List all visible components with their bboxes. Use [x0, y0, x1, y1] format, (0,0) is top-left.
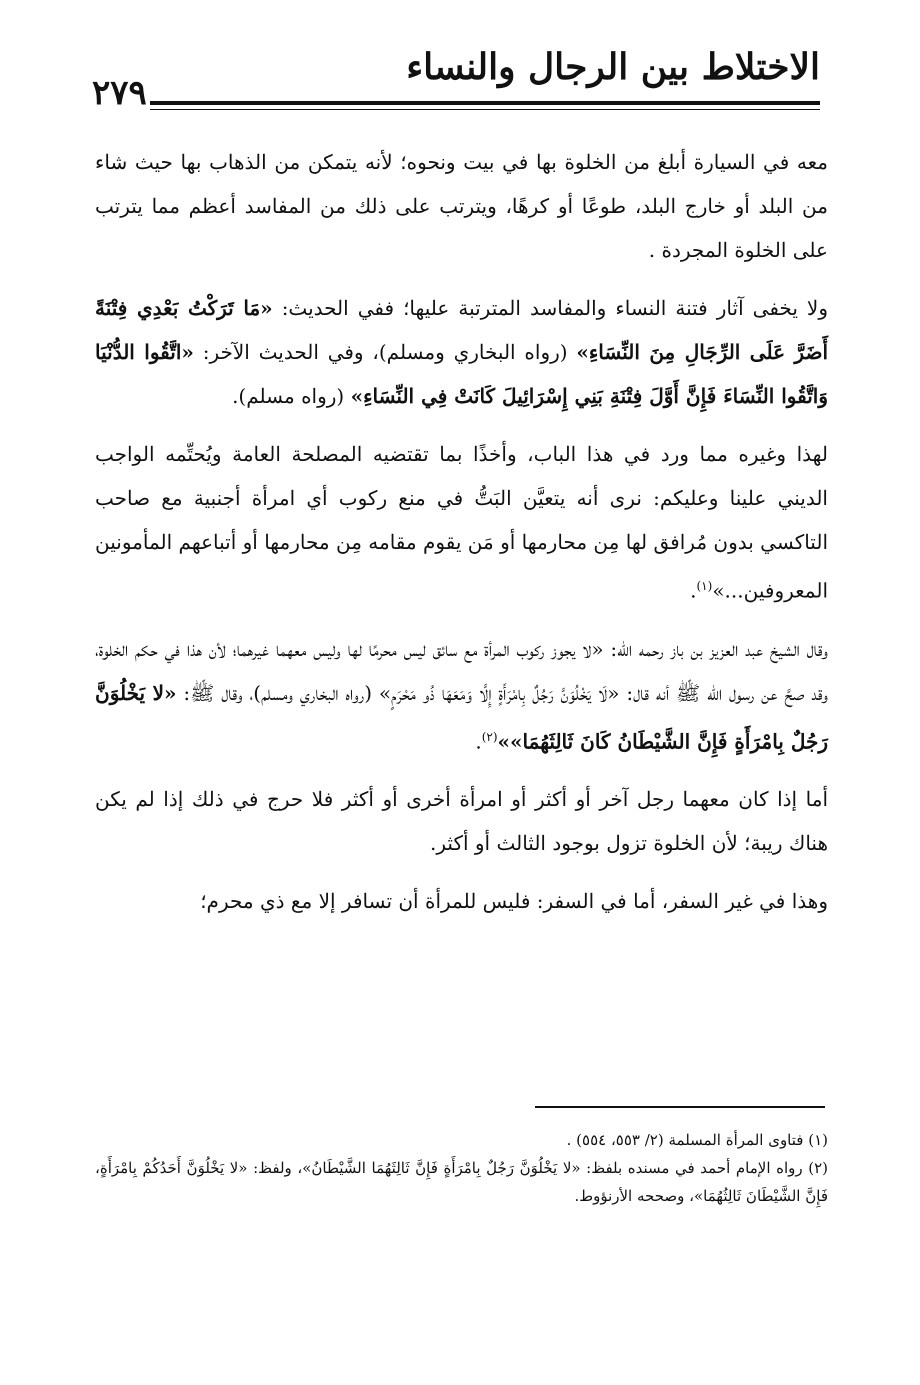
paragraph-1: [95, 140, 828, 272]
footnote-2: (٢) رواه الإمام أحمد في مسنده بلفظ: «لا يَخْلُوَنَّ رَجُلٌ بِامْرَأَةٍ فَإِنَّ ثَالِثَهُمَا الشَّيْطَانُ»، ولفظ: «لا يَخْلُوَنَّ أَحَدُكُمْ بِامْرَأَةٍ، فَإِنَّ الشَّيْطَانَ ثَالِثُهُمَا»، وصححه الأرنؤوط.: [95, 1159, 828, 1205]
main-text: [95, 140, 828, 923]
footnotes: [95, 1126, 828, 1210]
paragraph-text: وهذا في غير السفر، أما في السفر: فليس للمرأة أن تسافر إلا مع ذي محرم؛: [200, 889, 828, 914]
footnote-1: (١) فتاوى المرأة المسلمة (٢/ ٥٥٣، ٥٥٤) .: [566, 1131, 828, 1149]
paragraph-3: [95, 432, 828, 613]
fatwa-quote: «لا يجوز ركوب المرأة مع سائق ليس محرمًا لها وليس معهما غيرهما؛ لأن هذا في حكم الخلوة، وقد صحَّ عن رسول الله ﷺ أنه قال: «لَا يَخْلُوَنَّ رَجُلٌ بِامْرَأَةٍ إِلَّا وَمَعَهَا ذُو مَحْرَمٍ»: [95, 636, 828, 705]
hadith-quote: «اتَّقُوا الدُّنْيَا وَاتَّقُوا النِّسَاءَ فَإِنَّ أَوَّلَ فِتْنَةِ بَنِي إِسْرَائِيلَ كَانَتْ فِي النِّسَاءِ»: [95, 340, 828, 408]
paragraph-text: .: [690, 578, 697, 603]
paragraph-text: ولا يخفى آثار فتنة النساء والمفاسد المترتبة عليها؛ ففي الحديث:: [272, 296, 828, 320]
paragraph-5: [95, 777, 828, 865]
page-header: [92, 46, 820, 115]
paragraph-text: .: [475, 729, 482, 754]
hadith-quote: «لا يَخْلُوَنَّ رَجُلٌ بِامْرَأَةٍ فَإِنَّ الشَّيْطَانُ كَانَ ثَالِثَهُمَا»»: [95, 680, 828, 754]
paragraph-text: (رواه البخاري ومسلم)، وفي الحديث الآخر:: [193, 340, 577, 364]
header-rule: [150, 101, 820, 105]
hadith-quote: «مَا تَرَكْتُ بَعْدِي فِتْنَةً أَضَرَّ عَلَى الرِّجَالِ مِنَ النِّسَاءِ»: [95, 296, 828, 364]
paragraph-6: [95, 879, 828, 923]
paragraph-text: وقال الشيخ عبد العزيز بن باز رحمه الله:: [603, 636, 828, 661]
paragraph-text: معه في السيارة أبلغ من الخلوة بها في بيت ونحوه؛ لأنه يتمكن من الذهاب بها حيث شاء من البلد أو خارج البلد، طوعًا أو كرهًا، ويترتب على ذلك من المفاسد أعظم مما يترتب على الخلوة المجردة .: [95, 150, 828, 262]
paragraph-text: (رواه مسلم).: [232, 384, 351, 408]
header-rule-thin: [150, 109, 820, 110]
footnote-separator: [535, 1106, 825, 1108]
paragraph-text: أما إذا كان معهما رجل آخر أو أكثر أو امرأة أخرى أو أكثر فلا حرج في ذلك إذا لم يكن هناك ريبة؛ لأن الخلوة تزول بوجود الثالث أو أكثر.: [95, 787, 828, 856]
paragraph-text: (رواه البخاري ومسلم)، وقال ﷺ:: [176, 680, 379, 705]
paragraph-2: [95, 286, 828, 418]
footnote-reference: (١): [696, 579, 713, 593]
running-title: الاختلاط بين الرجال والنساء: [406, 46, 820, 88]
footnote-reference: (٢): [481, 729, 498, 744]
paragraph-4: [95, 627, 828, 764]
page-number: ٢٧٩: [92, 73, 147, 113]
paragraph-text: لهذا وغيره مما ورد في هذا الباب، وأخذًا بما تقتضيه المصلحة العامة ويُحتِّمه الواجب الديني علينا وعليكم: نرى أنه يتعيَّن البَتُّ في منع ركوب أي امرأة أجنبية مع صاحب التاكسي بدون مُرافق لها مِن محارمها أو مَن يقوم مقامه مِن محارمها أو أتباعهم المأمونين المعروفين...»: [95, 442, 828, 603]
